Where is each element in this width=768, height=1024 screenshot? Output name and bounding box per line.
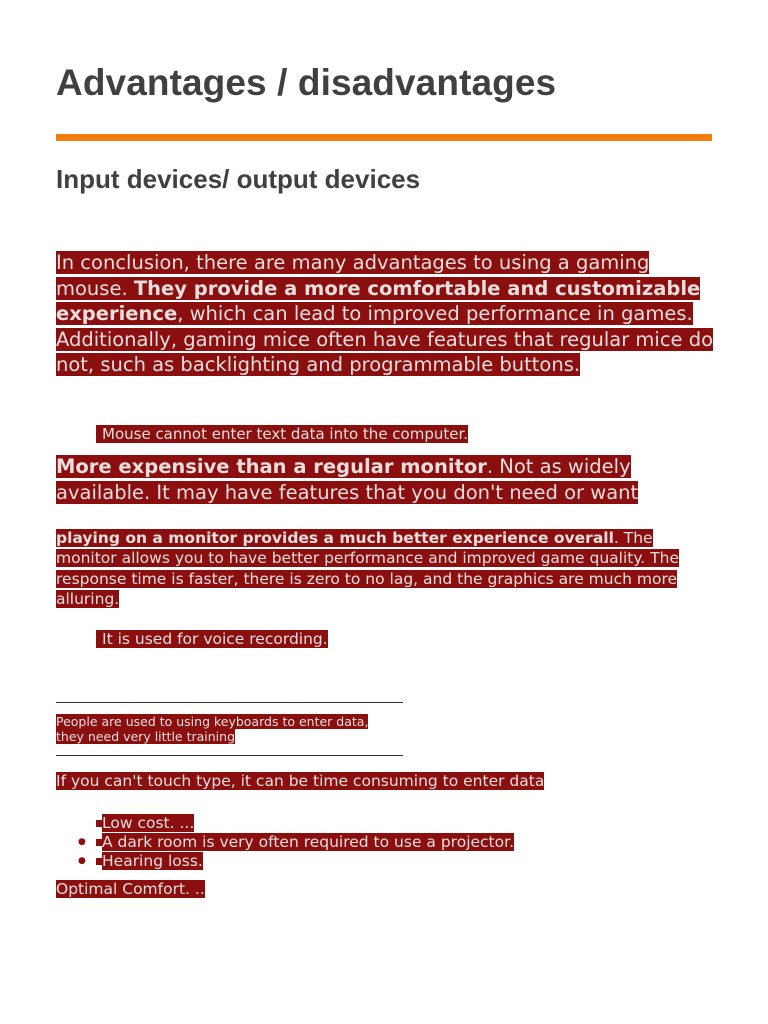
paragraph-text: . Not as widely available. It may have features that you don't need or want: [56, 455, 639, 504]
keyboard-disadvantage-text: [56, 772, 544, 791]
monitor-experience-paragraph: [56, 528, 716, 609]
bullet-dot-icon: ●: [78, 837, 86, 847]
divider-line: [56, 702, 403, 703]
closing-text: [56, 880, 205, 899]
bullet-text: It is used for voice recording.: [102, 630, 328, 648]
paragraph-text: Optimal Comfort. ..: [56, 880, 205, 898]
paragraph-text: , which can lead to improved performance in games. Additionally, gaming mice often have features that regular mice do not, such as backlighting and programmable buttons.: [56, 302, 714, 376]
paragraph-text: People are used to using keyboards to enter data, they need very little training: [56, 714, 369, 744]
monitor-cost-paragraph: [56, 454, 716, 505]
paragraph-bold-text: playing on a monitor provides a much better experience overall: [56, 529, 614, 547]
bullet-item: [96, 425, 468, 444]
bullet-marker: [96, 820, 102, 827]
bullet-item: [96, 630, 328, 649]
gaming-mouse-paragraph: [56, 250, 716, 378]
section-subtitle: Input devices/ output devices: [56, 164, 421, 194]
paragraph-text: In conclusion, there are many advantages to using a gaming mouse.: [56, 251, 650, 300]
list-item: [56, 852, 514, 871]
title-underline: [56, 134, 712, 141]
bullet-marker: [96, 858, 102, 865]
bullet-list: [56, 814, 514, 871]
list-item-text: Low cost. ...: [102, 814, 195, 832]
keyboard-advantage-text: [56, 714, 376, 744]
list-item-text: Hearing loss.: [102, 852, 203, 870]
list-item: [56, 833, 514, 852]
list-item: [56, 814, 514, 833]
paragraph-bold-text: They provide a more comfortable and customizable experience: [56, 276, 701, 325]
bullet-marker: [96, 839, 102, 846]
paragraph-bold-text: More expensive than a regular monitor: [56, 455, 487, 478]
divider-line: [56, 755, 403, 756]
bullet-text: Mouse cannot enter text data into the computer.: [102, 425, 469, 443]
bullet-dot-icon: ●: [78, 856, 86, 866]
page-title: Advantages / disadvantages: [56, 62, 557, 103]
paragraph-text: . The monitor allows you to have better performance and improved game quality. The response time is faster, there is zero to no lag, and the graphics are much more alluring.: [56, 529, 679, 608]
list-item-text: A dark room is very often required to use a projector.: [102, 833, 514, 851]
paragraph-text: If you can't touch type, it can be time consuming to enter data: [56, 772, 545, 790]
